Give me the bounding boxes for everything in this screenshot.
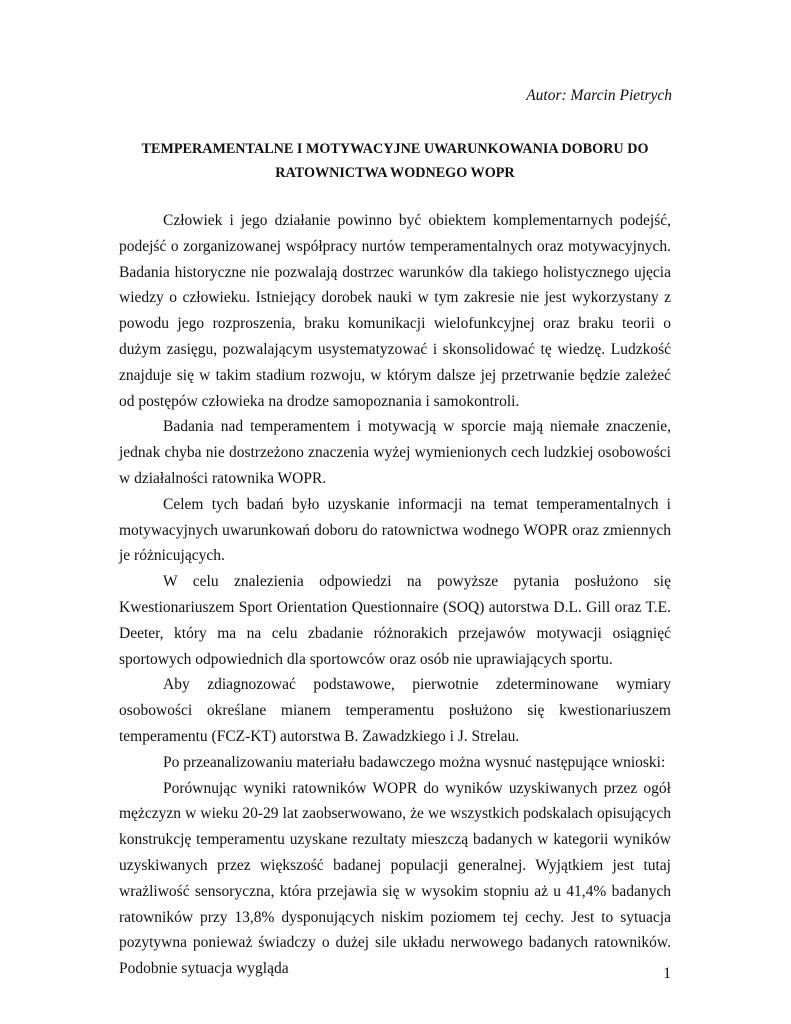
paragraph: Po przeanalizowaniu materiału badawczego można wysnuć następujące wnioski:	[163, 753, 666, 771]
paragraph: Badania nad temperamentem i motywacją w sporcie mają niemałe znaczenie, jednak chyba nie dostrzeżono znaczenia wyżej wymienionych cech ludzkiej osobowości w działalności ratownika WOPR.	[119, 418, 671, 487]
document-title: TEMPERAMENTALNE I MOTYWACYJNE UWARUNKOWANIA DOBORU DO RATOWNICTWA WODNEGO WOPR	[141, 141, 649, 181]
author-line: Autor: Marcin Pietrych	[526, 87, 672, 104]
paragraph: Porównując wyniki ratowników WOPR do wyników uzyskiwanych przez ogół mężczyzn w wieku 20-29 lat zaobserwowano, że we wszystkich podskalach opisujących konstrukcję temperamentu uzyskane rezultaty mieszczą badanych w kategorii wyników uzyskiwanych przez większość badanej populacji generalnej. Wyjątkiem jest tutaj wrażliwość sensoryczna, która przejawia się w wysokim stopniu aż u 41,4% badanych ratowników przy 13,8% dysponujących niskim poziomem tej cechy. Jest to sytuacja pozytywna ponieważ świadczy o dużej sile układu nerwowego badanych ratowników. Podobnie sytuacja wygląda	[119, 779, 671, 978]
paragraph: W celu znalezienia odpowiedzi na powyższe pytania posłużono się Kwestionariuszem Sport Orientation Questionnaire (SOQ) autorstwa D.L. Gill oraz T.E. Deeter, który ma na celu zbadanie różnorakich przejawów motywacji osiągnięć sportowych odpowiednich dla sportowców oraz osób nie uprawiających sportu.	[119, 573, 671, 668]
document-body	[119, 208, 671, 982]
paragraph: Celem tych badań było uzyskanie informacji na temat temperamentalnych i motywacyjnych uwarunkowań doboru do ratownictwa wodnego WOPR oraz zmiennych je różnicujących.	[119, 495, 671, 565]
paragraph: Człowiek i jego działanie powinno być obiektem komplementarnych podejść, podejść o zorganizowanej współpracy nurtów temperamentalnych oraz motywacyjnych. Badania historyczne nie pozwalają dostrzec warunków dla takiego holistycznego ujęcia wiedzy o człowieku. Istniejący dorobek nauki w tym zakresie nie jest wykorzystany z powodu jego rozproszenia, braku komunikacji wielofunkcyjnej oraz braku teorii o dużym zasięgu, pozwalającym usystematyzować i skonsolidować tę wiedzę. Ludzkość znajduje się w takim stadium rozwoju, w którym dalsze jej przetrwanie będzie zależeć od postępów człowieka na drodze samopoznania i samokontroli.	[119, 212, 671, 410]
page-number: 1	[663, 965, 671, 982]
paragraph: Aby zdiagnozować podstawowe, pierwotnie zdeterminowane wymiary osobowości określane mianem temperamentu posłużono się kwestionariuszem temperamentu (FCZ-KT) autorstwa B. Zawadzkiego i J. Strelau.	[119, 676, 671, 745]
